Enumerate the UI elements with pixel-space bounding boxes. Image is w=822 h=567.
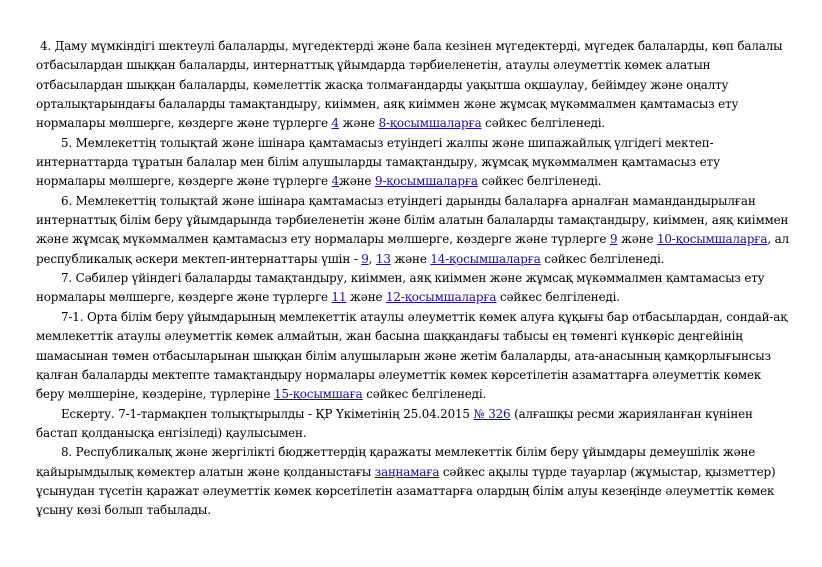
paragraph-text: Ескерту. 7-1-тармақпен толықтырылды - ҚР Үкіметінің 25.04.2015 (61, 406, 474, 421)
paragraph-text: , (368, 251, 376, 266)
paragraph-text: 7-1. Орта білім беру ұйымдарының мемлекеттік атаулы әлеуметтік көмек алуға құқығы бар отбасылардан, сондай-ақ мемлекеттік атаулы әлеуметтік көмек алмайтын, жан басына шаққандағы табысы ең төменгі күнкөріс деңгейінің шамасынан төмен отбасыларынан шыққан білім алушыларын және жетім балаларды, ата-анасының қамқорлығынсыз қалған балаларды мектепте тамақтандыру нормалары әлеуметтік көмек көрсетілетін азаматтарға әлеуметтік көмек беру мөлшеріне, көздеріне, түрлеріне (36, 309, 788, 402)
link-resolution-326[interactable]: № 326 (473, 406, 511, 421)
link-appendix-9[interactable]: 9 (609, 232, 618, 247)
link-appendix-4[interactable]: 4 (331, 174, 339, 189)
link-appendix-12[interactable]: 12-қосымшаларға (386, 290, 497, 305)
paragraph-text: 6. Мемлекеттің толықтай және ішінара қамтамасыз етуіндегі дарынды балаларға арналған мамандандырылған интернаттық білім беру ұйымдарында тәрбиеленетін және білім алатын балаларды тамақтандыру, киіммен, аяқ киіммен және жұмсақ мүкәммалмен қамтамасыз ету нормалары мөлшерге, көздерге және түрлерге (36, 193, 789, 247)
link-appendix-11[interactable]: 11 (331, 290, 347, 305)
paragraph-text: , ал республикалық әскери мектеп-интернаттары үшін - (36, 232, 789, 266)
amendment-note (36, 405, 792, 444)
link-appendix-15[interactable]: 15-қосымшаға (274, 387, 363, 402)
paragraph-text: сәйкес ақылы түрде тауарлар (жұмыстар, қызметтер) ұсынудан түсетін қаражат әлеуметтік көмек көрсетілетін азаматтарға олардың білім алуы кезеңінде әлеуметтік көмек ұсыну көзі болып табылады. (36, 464, 776, 518)
paragraph-7-1 (36, 308, 792, 405)
paragraph-text: 5. Мемлекеттің толықтай және ішінара қамтамасыз етуіндегі жалпы және шипажайлық үлгідегі мектеп-интернаттарда тұратын балалар мен білім алушыларды тамақтандыру, жұмсақ мүкәммалмен қамтамасыз ету нормалары мөлшерге, көздерге және түрлерге (36, 135, 720, 189)
paragraph-text: және (617, 232, 657, 247)
paragraph-text: және (346, 290, 386, 305)
paragraph-text: және (338, 174, 375, 189)
paragraph-text: сәйкес белгіленеді. (477, 174, 602, 189)
link-appendix-8[interactable]: 8-қосымшаларға (378, 116, 482, 131)
paragraph-text: сәйкес белгіленеді. (481, 116, 606, 131)
paragraph-text: 4. Даму мүмкіндігі шектеулі балаларды, мүгедектерді және бала кезінен мүгедектерді, мүгедек балаларды, көп балалы отбасылардан шыққан балаларды, интернаттық ұйымдарда тәрбиеленетін, атаулы әлеуметтік көмек алатын отбасылардан шыққан балаларды, кәмелеттік жасқа толмағандарды уақытша оқшаулау, бейімдеу және оңалту орталықтарындағы балаларды тамақтандыру, киіммен, аяқ киіммен және жұмсақ мүкәммалмен қамтамасыз ету нормалары мөлшерге, көздерге және түрлерге (36, 39, 783, 131)
paragraph-text: (алғашқы ресми жарияланған күнінен бастап қолданысқа енгізіледі) қаулысымен. (36, 406, 753, 440)
paragraph-5 (36, 134, 792, 192)
paragraph-text: сәйкес белгіленеді. (496, 290, 620, 305)
link-appendix-13[interactable]: 13 (375, 251, 391, 266)
link-legislation[interactable]: заңнамаға (374, 464, 440, 479)
paragraph-text: және (338, 116, 379, 131)
paragraph-text: 7. Сәбилер үйіндегі балаларды тамақтандыру, киіммен, аяқ киіммен және жұмсақ мүкәммалмен қамтамасыз ету нормалары мөлшерге, көздерге және түрлерге (36, 271, 765, 305)
paragraph-text: сәйкес белгіленеді. (540, 251, 665, 266)
link-appendix-9-military[interactable]: 9 (361, 251, 369, 266)
link-appendix-9[interactable]: 9-қосымшаларға (374, 174, 478, 189)
paragraph-text: сәйкес белгіленеді. (362, 387, 487, 402)
link-appendix-14[interactable]: 14-қосымшаларға (430, 251, 541, 266)
paragraph-text: 8. Республикалық және жергілікті бюджеттердің қаражаты мемлекеттік білім беру ұйымдары демеушілік және қайырымдылық көмектер алатын және қолданыстағы (36, 445, 756, 479)
link-appendix-4[interactable]: 4 (331, 116, 339, 131)
link-appendix-10[interactable]: 10-қосымшаларға (656, 232, 768, 247)
paragraph-6 (36, 192, 792, 269)
paragraph-8 (36, 443, 792, 520)
paragraph-text: және (390, 251, 431, 266)
paragraph-4 (36, 37, 792, 134)
paragraph-7 (36, 269, 792, 308)
